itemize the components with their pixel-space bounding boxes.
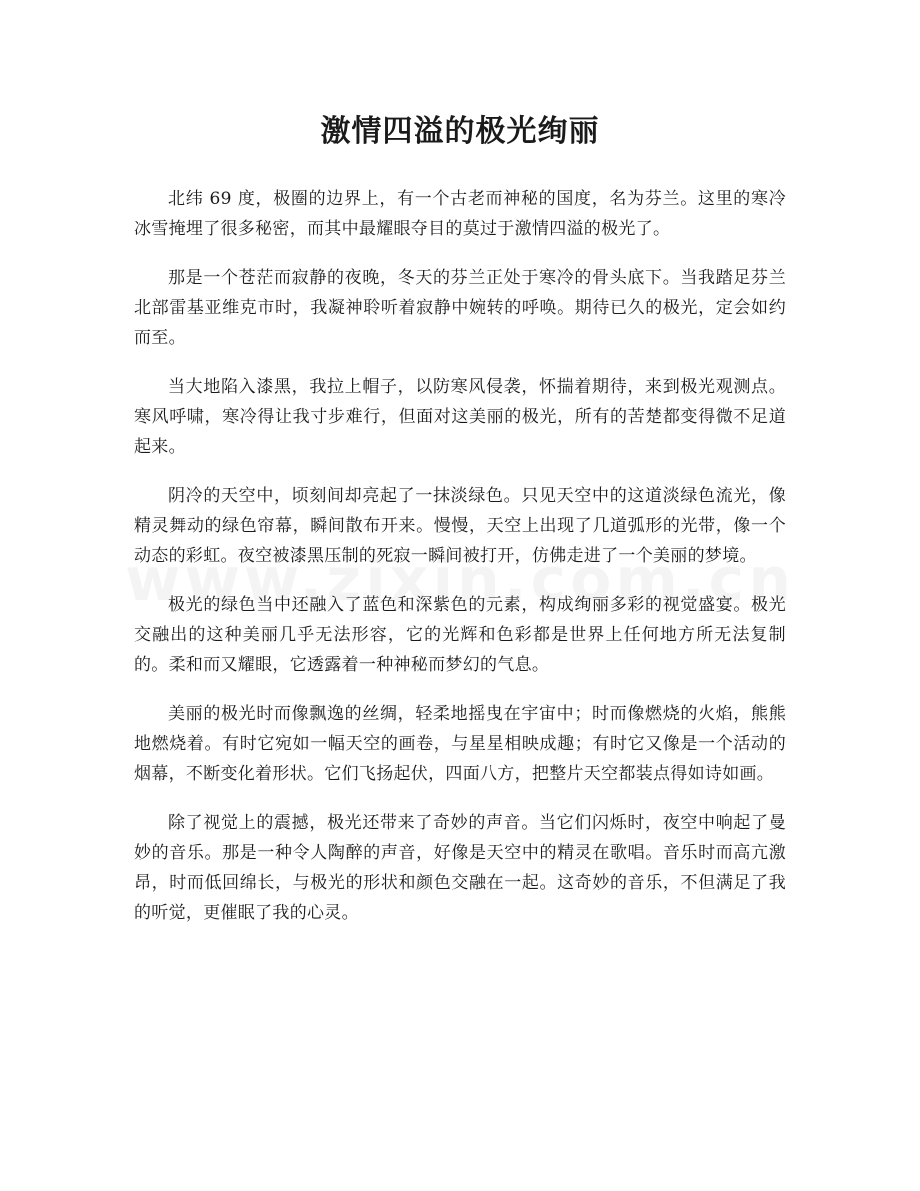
- paragraph-3: 当大地陷入漆黑，我拉上帽子，以防寒风侵袭，怀揣着期待，来到极光观测点。寒风呼啸，寒冷得让我寸步难行，但面对这美丽的极光，所有的苦楚都变得微不足道起来。: [134, 377, 786, 457]
- article-body: [134, 184, 786, 947]
- paragraph-2: 那是一个苍茫而寂静的夜晚，冬天的芬兰正处于寒冷的骨头底下。当我踏足芬兰北部雷基亚维克市时，我凝神聆听着寂静中婉转的呼唤。期待已久的极光，定会如约而至。: [134, 268, 786, 348]
- paragraph-6: 美丽的极光时而像飘逸的丝绸，轻柔地摇曳在宇宙中；时而像燃烧的火焰，熊熊地燃烧着。有时它宛如一幅天空的画卷，与星星相映成趣；有时它又像是一个活动的烟幕，不断变化着形状。它们飞扬起伏，四面八方，把整片天空都装点得如诗如画。: [134, 704, 786, 784]
- paragraph-1: 北纬 69 度，极圈的边界上，有一个古老而神秘的国度，名为芬兰。这里的寒冷冰雪掩埋了很多秘密，而其中最耀眼夺目的莫过于激情四溢的极光了。: [134, 189, 786, 239]
- paragraph-7: 除了视觉上的震撼，极光还带来了奇妙的声音。当它们闪烁时，夜空中响起了曼妙的音乐。那是一种令人陶醉的声音，好像是天空中的精灵在歌唱。音乐时而高亢激昂，时而低回绵长，与极光的形状和颜色交融在一起。这奇妙的音乐，不但满足了我的听觉，更催眠了我的心灵。: [134, 813, 786, 923]
- page-title: 激情四溢的极光绚丽: [320, 114, 600, 149]
- paragraph-4: 阴冷的天空中，顷刻间却亮起了一抹淡绿色。只见天空中的这道淡绿色流光，像精灵舞动的绿色帘幕，瞬间散布开来。慢慢，天空上出现了几道弧形的光带，像一个动态的彩虹。夜空被漆黑压制的死寂一瞬间被打开，仿佛走进了一个美丽的梦境。: [134, 486, 786, 566]
- paragraph-5: 极光的绿色当中还融入了蓝色和深紫色的元素，构成绚丽多彩的视觉盛宴。极光交融出的这种美丽几乎无法形容，它的光辉和色彩都是世界上任何地方所无法复制的。柔和而又耀眼，它透露着一种神秘而梦幻的气息。: [134, 595, 786, 675]
